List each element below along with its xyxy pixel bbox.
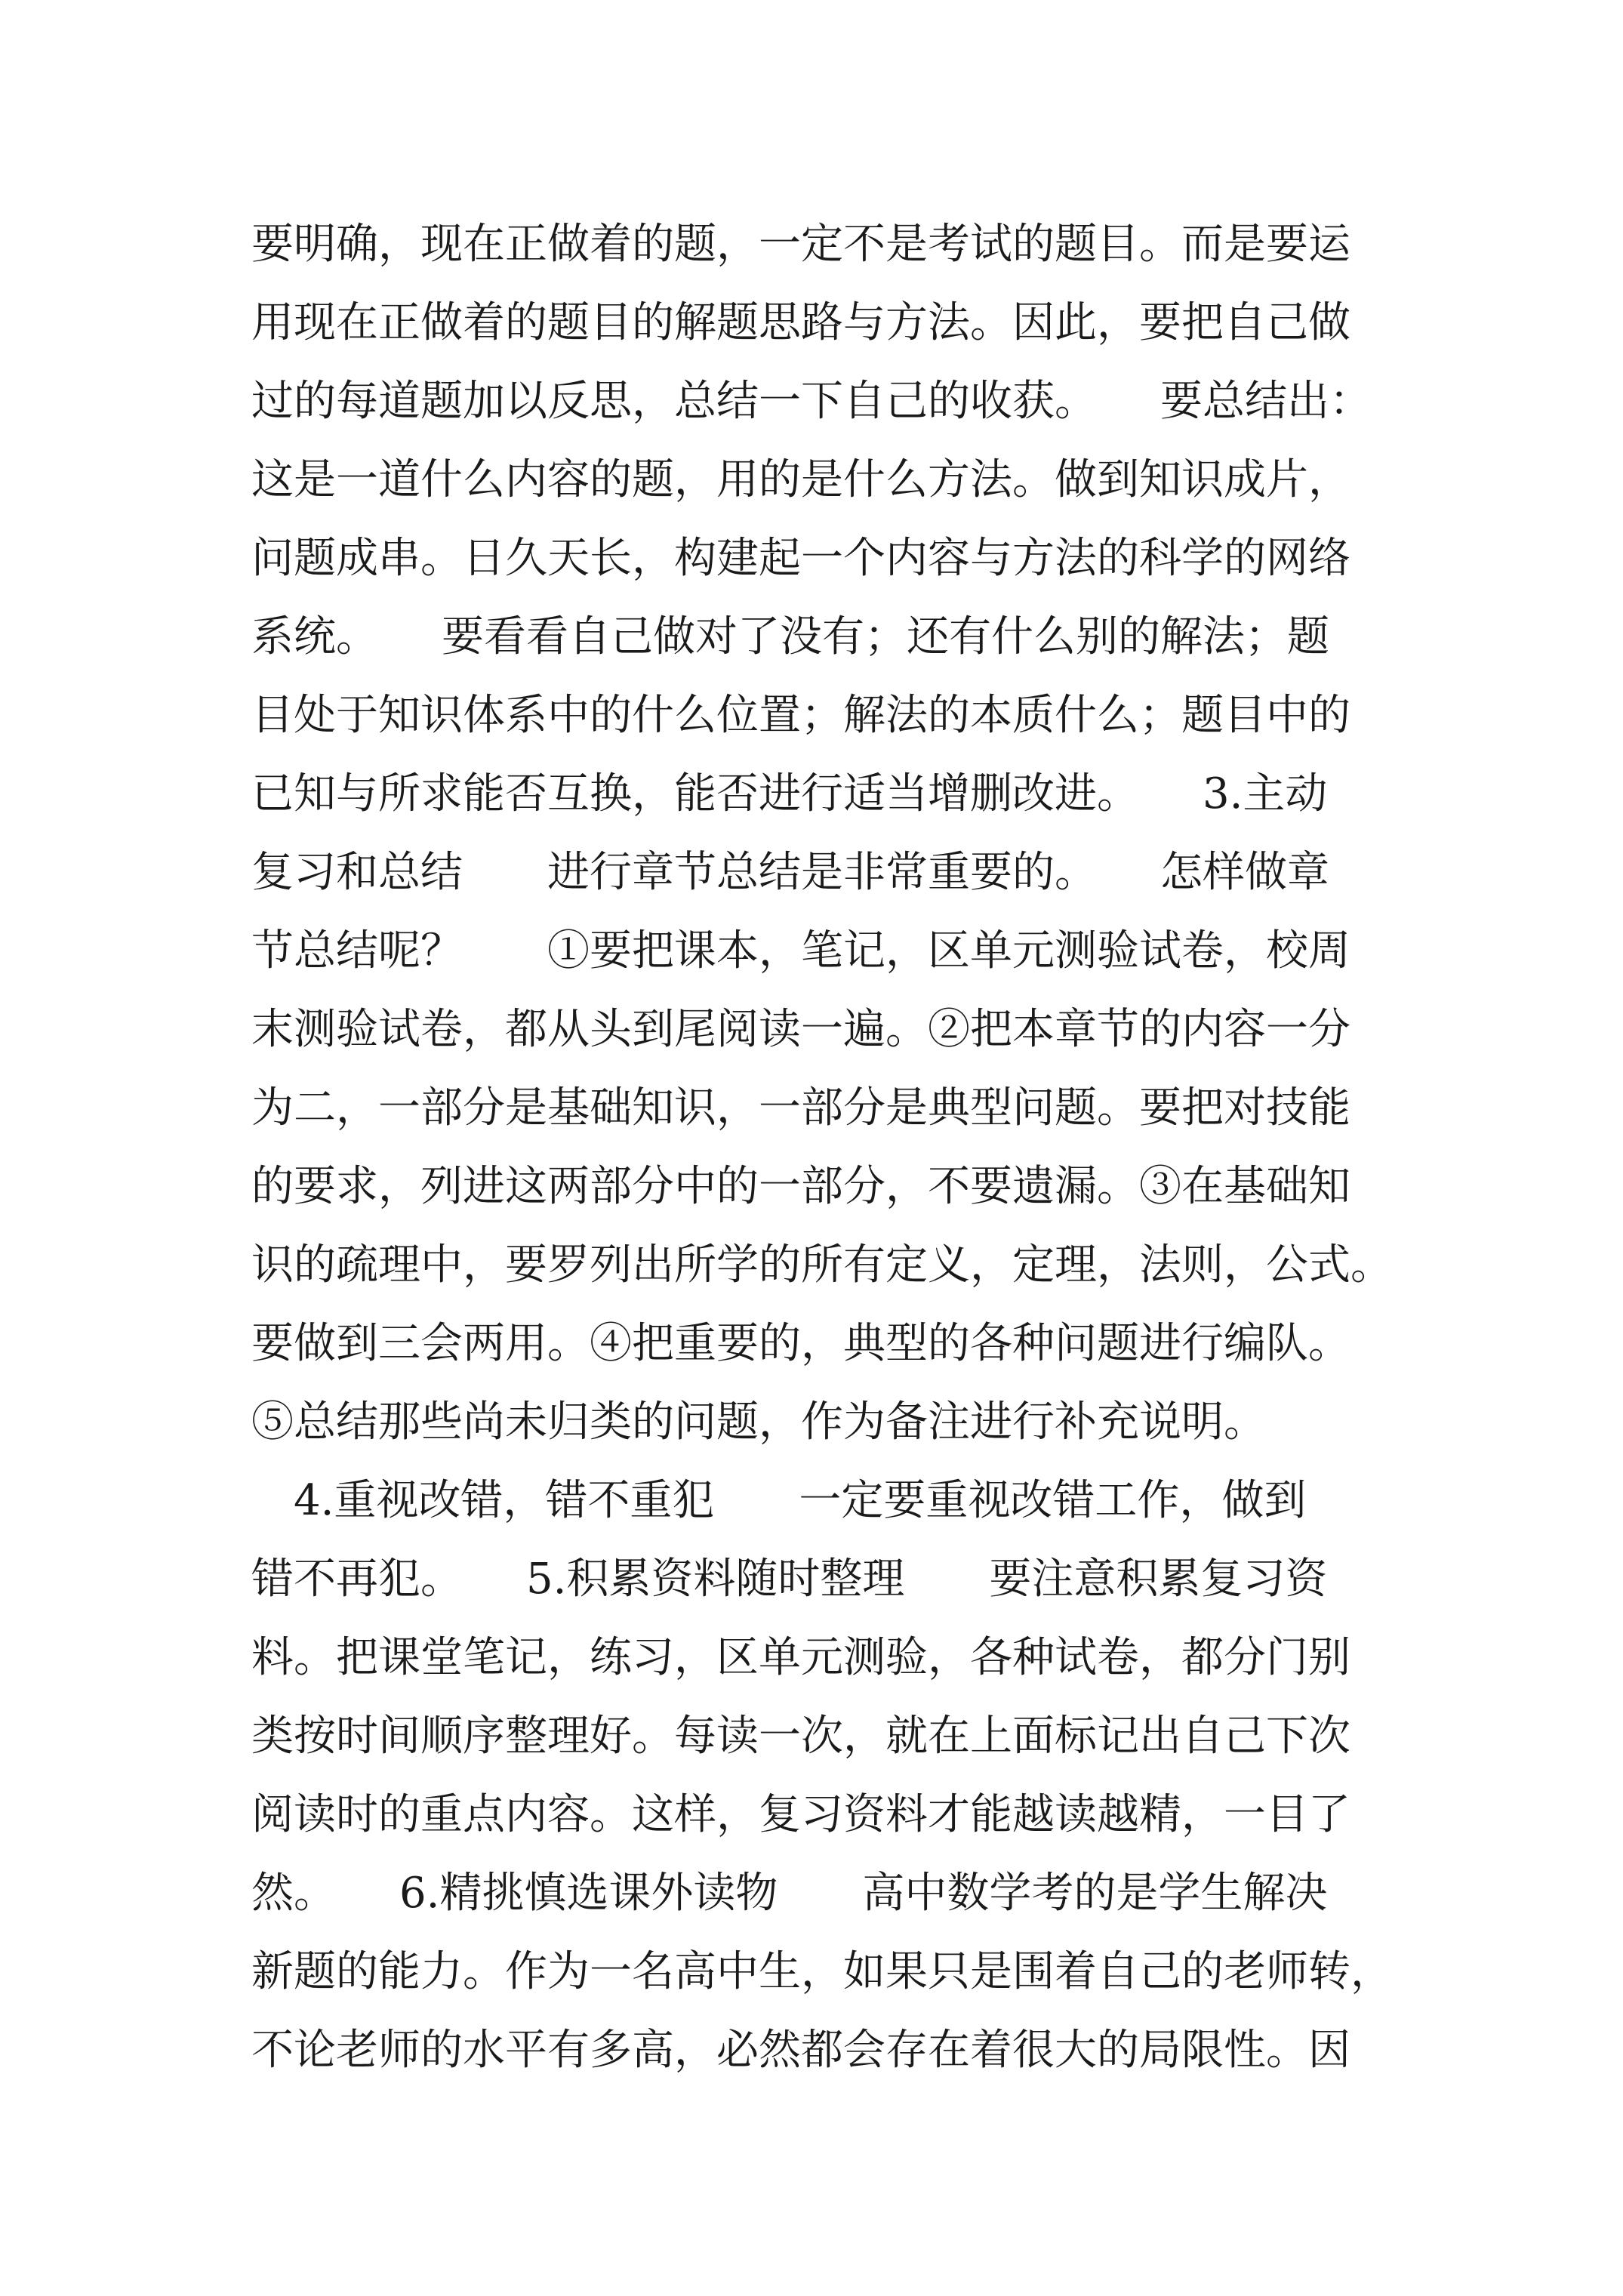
text-line: 要做到三会两用。④把重要的，典型的各种问题进行编队。 bbox=[251, 1319, 1350, 1368]
text-line: 4.重视改错，错不重犯 一定要重视改错工作，做到 bbox=[251, 1476, 1307, 1525]
body-text bbox=[251, 205, 1393, 2090]
text-line: 新题的能力。作为一名高中生，如果只是围着自己的老师转， bbox=[251, 1947, 1393, 1996]
text-line: 阅读时的重点内容。这样，复习资料才能越读越精，一目了 bbox=[251, 1790, 1350, 1839]
text-line: 错不再犯。 5.积累资料随时整理 要注意积累复习资 bbox=[251, 1555, 1328, 1604]
text-line: 用现在正做着的题目的解题思路与方法。因此，要把自己做 bbox=[251, 298, 1350, 347]
text-line: 这是一道什么内容的题，用的是什么方法。做到知识成片， bbox=[251, 455, 1350, 504]
text-line: 然。 6.精挑慎选课外读物 高中数学考的是学生解决 bbox=[251, 1869, 1328, 1918]
text-line: 为二，一部分是基础知识，一部分是典型问题。要把对技能 bbox=[251, 1083, 1350, 1133]
text-line: 不论老师的水平有多高，必然都会存在着很大的局限性。因 bbox=[251, 2026, 1350, 2075]
text-line: 问题成串。日久天长，构建起一个内容与方法的科学的网络 bbox=[251, 534, 1350, 583]
text-line: 过的每道题加以反思，总结一下自己的收获。 要总结出： bbox=[251, 377, 1372, 426]
text-line: 的要求，列进这两部分中的一部分，不要遗漏。③在基础知 bbox=[251, 1162, 1350, 1211]
text-line: 目处于知识体系中的什么位置；解法的本质什么；题目中的 bbox=[251, 691, 1350, 740]
text-line: 复习和总结 进行章节总结是非常重要的。 怎样做章 bbox=[251, 848, 1329, 897]
text-line: 系统。 要看看自己做对了没有；还有什么别的解法；题 bbox=[251, 612, 1329, 661]
text-line: 要明确，现在正做着的题，一定不是考试的题目。而是要运 bbox=[251, 220, 1350, 269]
text-line: 类按时间顺序整理好。每读一次，就在上面标记出自己下次 bbox=[251, 1712, 1350, 1761]
text-line: 料。把课堂笔记，练习，区单元测验，各种试卷，都分门别 bbox=[251, 1633, 1350, 1682]
text-line: ⑤总结那些尚未归类的问题，作为备注进行补充说明。 bbox=[251, 1398, 1266, 1447]
text-line: 节总结呢？ ①要把课本，笔记，区单元测验试卷，校周 bbox=[251, 926, 1350, 975]
text-line: 识的疏理中，要罗列出所学的所有定义，定理，法则，公式。 bbox=[251, 1240, 1393, 1290]
text-line: 末测验试卷，都从头到尾阅读一遍。②把本章节的内容一分 bbox=[251, 1005, 1350, 1054]
text-line: 已知与所求能否互换，能否进行适当增删改进。 3.主动 bbox=[251, 769, 1328, 818]
